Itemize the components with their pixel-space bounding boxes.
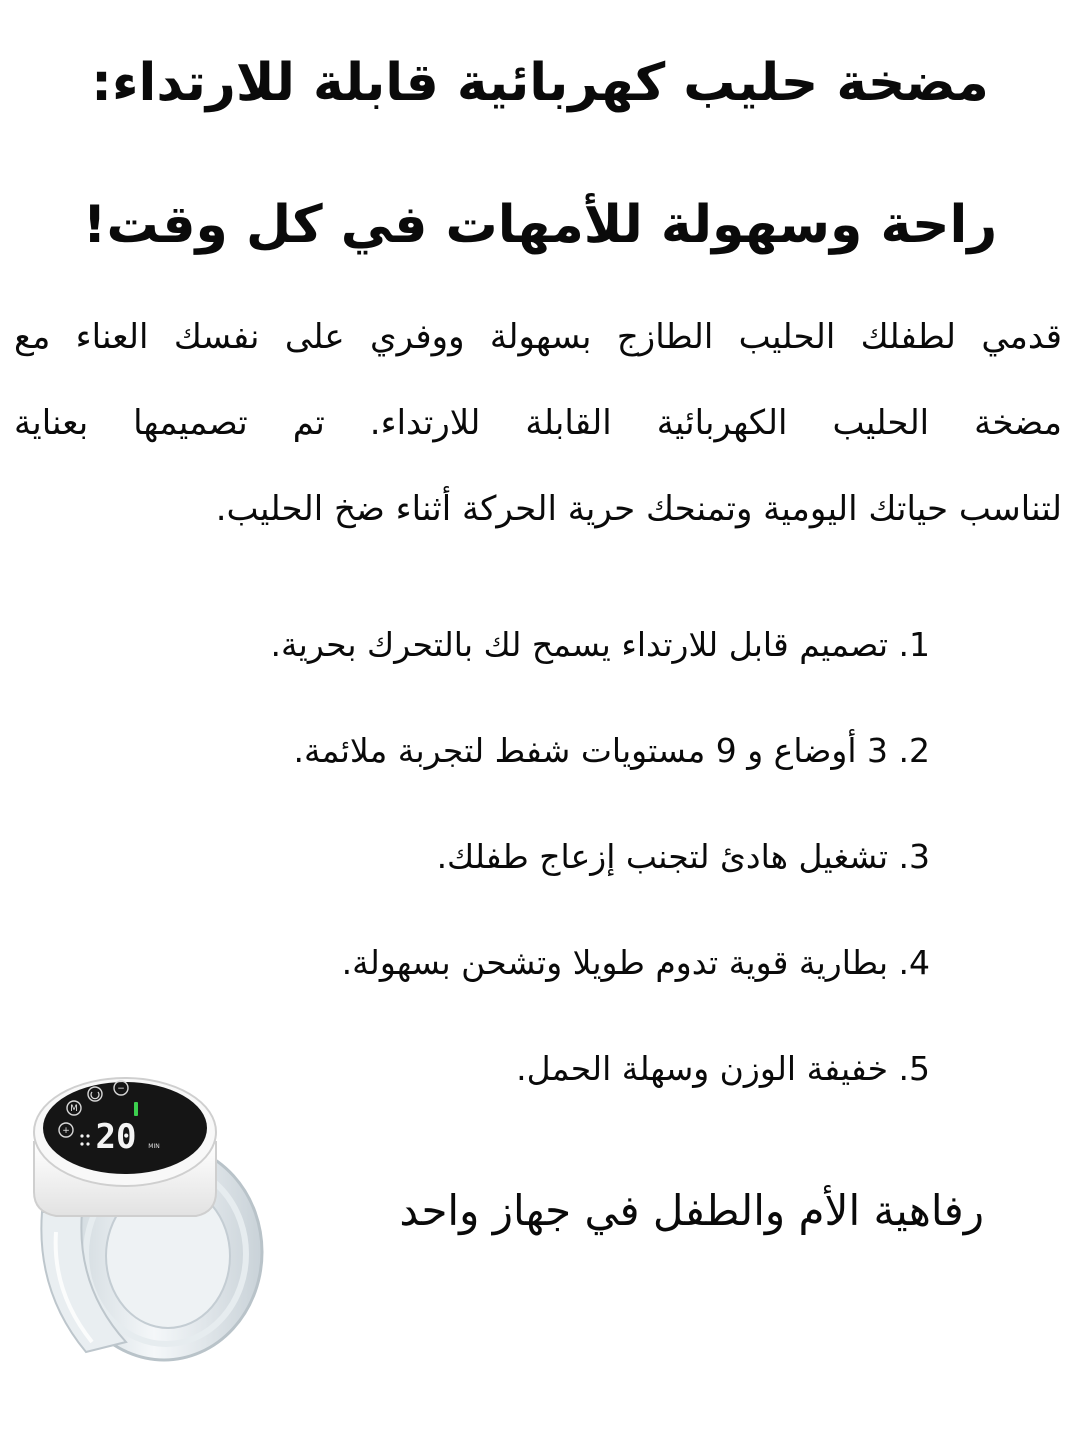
feature-item-2: 2. 3 أوضاع و 9 مستويات شفط لتجربة ملائمة. <box>293 731 930 770</box>
minus-label: − <box>117 1084 125 1094</box>
tagline: رفاهية الأم والطفل في جهاز واحد <box>399 1186 984 1235</box>
title-line-1: مضخة حليب كهربائية قابلة للارتداء: <box>91 53 989 113</box>
feature-item-5: 5. خفيفة الوزن وسهلة الحمل. <box>516 1049 930 1088</box>
feature-item-3: 3. تشغيل هادئ لتجنب إزعاج طفلك. <box>436 837 930 876</box>
feature-item-4: 4. بطارية قوية تدوم طويلا وتشحن بسهولة. <box>341 943 930 982</box>
display-digits: 20 <box>95 1117 137 1157</box>
intro-line-3: لتناسب حياتك اليومية وتمنحك حرية الحركة أثناء ضخ الحليب. <box>215 489 1062 529</box>
plus-label: + <box>62 1126 70 1136</box>
intro-line-2: مضخة الحليب الكهربائية القابلة للارتداء. تم تصميمها بعناية <box>14 403 1062 443</box>
mode-label: M <box>70 1104 78 1114</box>
feature-item-1: 1. تصميم قابل للارتداء يسمح لك بالتحرك بحرية. <box>270 625 930 664</box>
battery-icon <box>134 1102 138 1116</box>
breast-pump-image <box>26 1062 266 1372</box>
display-unit: MIN <box>148 1143 160 1150</box>
intro-line-1: قدمي لطفلك الحليب الطازج بسهولة ووفري على نفسك العناء مع <box>14 317 1062 357</box>
title-line-2: راحة وسهولة للأمهات في كل وقت! <box>82 195 998 255</box>
